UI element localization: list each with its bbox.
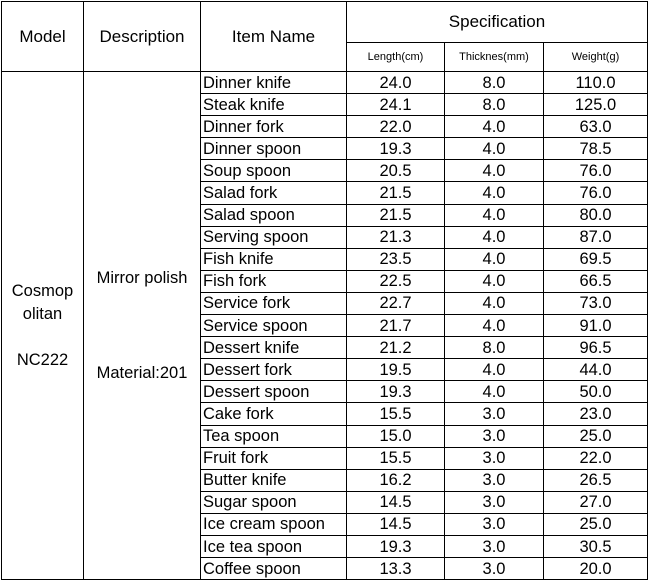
length-cell: 22.7 (347, 292, 445, 314)
header-length: Length(cm) (347, 43, 445, 72)
weight-cell: 69.5 (544, 248, 648, 270)
thickness-cell: 3.0 (445, 425, 544, 447)
thickness-cell: 4.0 (445, 226, 544, 248)
thickness-cell: 4.0 (445, 160, 544, 182)
item-name-cell: Sugar spoon (201, 491, 347, 513)
length-cell: 21.3 (347, 226, 445, 248)
thickness-cell: 4.0 (445, 381, 544, 403)
model-line: Cosmop (11, 281, 74, 300)
thickness-cell: 4.0 (445, 270, 544, 292)
weight-cell: 76.0 (544, 182, 648, 204)
length-cell: 21.5 (347, 204, 445, 226)
weight-cell: 96.5 (544, 337, 648, 359)
length-cell: 19.3 (347, 138, 445, 160)
item-name-cell: Soup spoon (201, 160, 347, 182)
length-cell: 19.3 (347, 381, 445, 403)
weight-cell: 66.5 (544, 270, 648, 292)
thickness-cell: 4.0 (445, 315, 544, 337)
description-finish: Mirror polish (96, 268, 188, 287)
weight-cell: 25.0 (544, 425, 648, 447)
item-name-cell: Fruit fork (201, 447, 347, 469)
header-description: Description (84, 2, 201, 72)
length-cell: 22.5 (347, 270, 445, 292)
length-cell: 24.1 (347, 94, 445, 116)
item-name-cell: Coffee spoon (201, 558, 347, 580)
item-name-cell: Dessert knife (201, 337, 347, 359)
header-item-name: Item Name (201, 2, 347, 72)
description-cell (84, 72, 201, 580)
model-code: NC222 (16, 350, 69, 369)
thickness-cell: 4.0 (445, 359, 544, 381)
thickness-cell: 8.0 (445, 337, 544, 359)
item-name-cell: Salad spoon (201, 204, 347, 226)
item-name-cell: Dinner spoon (201, 138, 347, 160)
header-thickness: Thicknes(mm) (445, 43, 544, 72)
length-cell: 14.5 (347, 513, 445, 535)
length-cell: 21.2 (347, 337, 445, 359)
item-name-cell: Fish fork (201, 270, 347, 292)
item-name-cell: Serving spoon (201, 226, 347, 248)
weight-cell: 50.0 (544, 381, 648, 403)
weight-cell: 44.0 (544, 359, 648, 381)
item-name-cell: Cake fork (201, 403, 347, 425)
item-name-cell: Service spoon (201, 315, 347, 337)
table-row (2, 72, 648, 94)
weight-cell: 63.0 (544, 116, 648, 138)
weight-cell: 91.0 (544, 315, 648, 337)
spec-table-container (1, 1, 648, 580)
item-name-cell: Butter knife (201, 469, 347, 491)
length-cell: 19.3 (347, 535, 445, 557)
thickness-cell: 3.0 (445, 491, 544, 513)
length-cell: 16.2 (347, 469, 445, 491)
item-name-cell: Dessert fork (201, 359, 347, 381)
model-cell (2, 72, 84, 580)
length-cell: 21.7 (347, 315, 445, 337)
model-line: olitan (22, 304, 63, 323)
item-name-cell: Steak knife (201, 94, 347, 116)
thickness-cell: 3.0 (445, 469, 544, 491)
length-cell: 14.5 (347, 491, 445, 513)
weight-cell: 30.5 (544, 535, 648, 557)
header-model: Model (2, 2, 84, 72)
thickness-cell: 3.0 (445, 558, 544, 580)
weight-cell: 25.0 (544, 513, 648, 535)
weight-cell: 27.0 (544, 491, 648, 513)
length-cell: 21.5 (347, 182, 445, 204)
item-name-cell: Dinner knife (201, 72, 347, 94)
item-name-cell: Dinner fork (201, 116, 347, 138)
thickness-cell: 4.0 (445, 292, 544, 314)
length-cell: 13.3 (347, 558, 445, 580)
thickness-cell: 4.0 (445, 204, 544, 226)
length-cell: 15.5 (347, 447, 445, 469)
description-material: Material:201 (96, 363, 188, 382)
weight-cell: 87.0 (544, 226, 648, 248)
spec-table-body (2, 72, 648, 580)
thickness-cell: 3.0 (445, 447, 544, 469)
weight-cell: 26.5 (544, 469, 648, 491)
weight-cell: 20.0 (544, 558, 648, 580)
item-name-cell: Fish knife (201, 248, 347, 270)
weight-cell: 125.0 (544, 94, 648, 116)
item-name-cell: Dessert spoon (201, 381, 347, 403)
item-name-cell: Salad fork (201, 182, 347, 204)
thickness-cell: 8.0 (445, 94, 544, 116)
weight-cell: 22.0 (544, 447, 648, 469)
item-name-cell: Tea spoon (201, 425, 347, 447)
thickness-cell: 4.0 (445, 182, 544, 204)
spec-table (1, 1, 648, 580)
header-weight: Weight(g) (544, 43, 648, 72)
weight-cell: 110.0 (544, 72, 648, 94)
thickness-cell: 4.0 (445, 116, 544, 138)
thickness-cell: 3.0 (445, 403, 544, 425)
length-cell: 15.0 (347, 425, 445, 447)
weight-cell: 76.0 (544, 160, 648, 182)
weight-cell: 78.5 (544, 138, 648, 160)
length-cell: 15.5 (347, 403, 445, 425)
length-cell: 20.5 (347, 160, 445, 182)
weight-cell: 80.0 (544, 204, 648, 226)
thickness-cell: 4.0 (445, 138, 544, 160)
weight-cell: 73.0 (544, 292, 648, 314)
item-name-cell: Ice cream spoon (201, 513, 347, 535)
length-cell: 24.0 (347, 72, 445, 94)
length-cell: 23.5 (347, 248, 445, 270)
thickness-cell: 3.0 (445, 535, 544, 557)
thickness-cell: 4.0 (445, 248, 544, 270)
item-name-cell: Ice tea spoon (201, 535, 347, 557)
thickness-cell: 3.0 (445, 513, 544, 535)
thickness-cell: 8.0 (445, 72, 544, 94)
weight-cell: 23.0 (544, 403, 648, 425)
length-cell: 22.0 (347, 116, 445, 138)
length-cell: 19.5 (347, 359, 445, 381)
item-name-cell: Service fork (201, 292, 347, 314)
header-specification: Specification (347, 2, 648, 43)
